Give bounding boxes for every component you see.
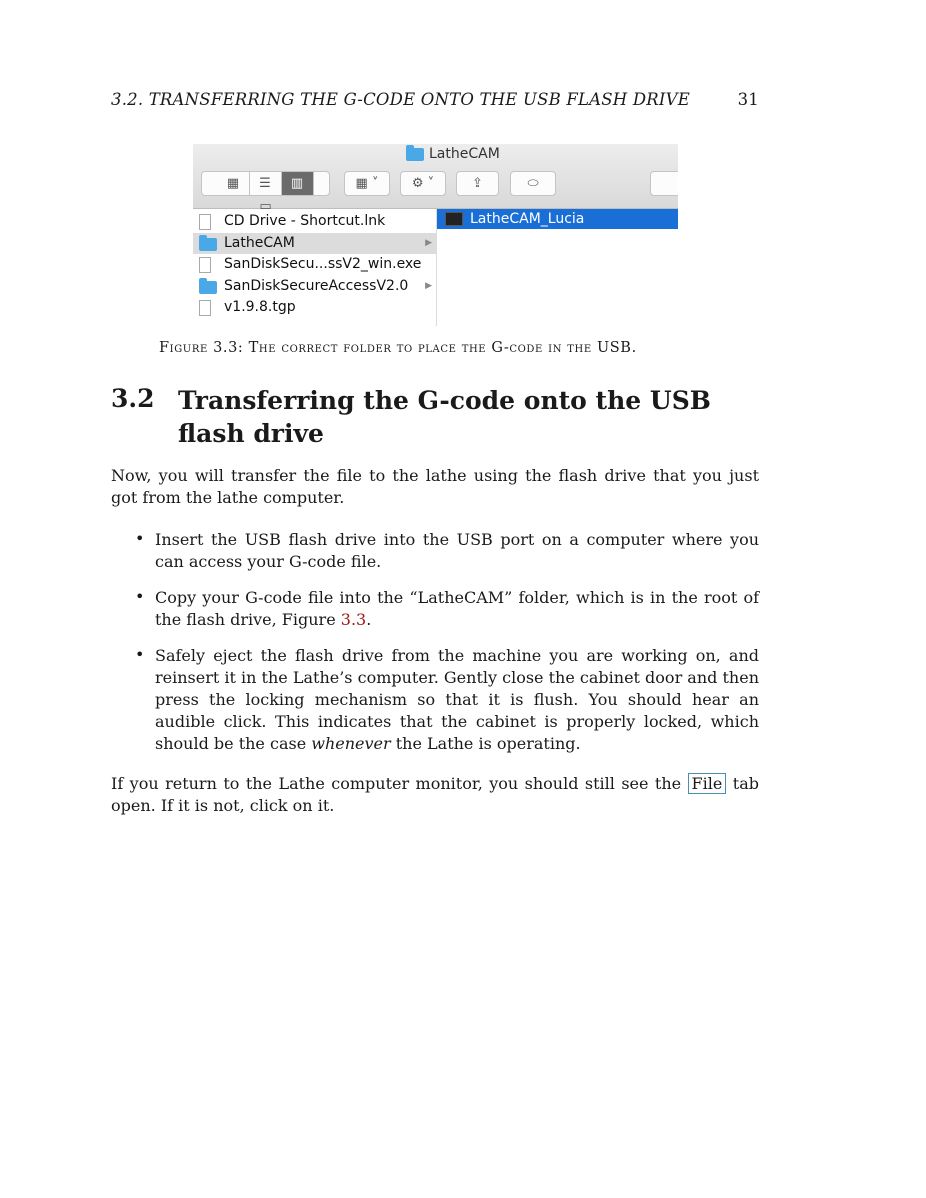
section-number: 3.2 [111,384,155,413]
view-mode-segmented-control[interactable] [201,171,330,214]
tag-button[interactable] [510,171,556,196]
terminal-icon [445,212,463,226]
disclosure-arrow-icon: ▶ [425,281,432,291]
figure-reference-link[interactable]: 3.3 [340,610,367,629]
folder-icon [199,281,217,294]
finder-column-1 [193,209,437,326]
column-view-icon[interactable]: ▥ [282,172,314,195]
document-icon [199,214,211,230]
list-item: Safely eject the flash drive from the machine you are working on, and reinsert it in the Lathe’s computer. Gently close the cabinet door and then press the locking mechanism so that it is flush. You should hear an audible click. This indicates that the cabinet is properly locked, which should be the case whenever the Lathe is operating. [155,646,759,753]
list-item[interactable]: SanDiskSecureAccessV2.0 ▶ [193,276,436,297]
file-tab-label: File [688,773,727,794]
gear-icon: ⚙ ˅ [411,176,435,191]
folder-icon [199,238,217,251]
list-item: Insert the USB flash drive into the USB port on a computer where you can access your G-code file. [155,530,759,571]
list-item[interactable]: CD Drive - Shortcut.lnk [193,211,436,232]
list-item: Copy your G-code file into the “LatheCAM” folder, which is in the root of the flash drive, Figure 3.3. [155,588,759,629]
finder-toolbar [193,144,678,214]
document-icon [199,300,211,316]
grid-view-icon[interactable]: ▦ [218,172,250,195]
disclosure-arrow-icon: ▶ [425,238,432,248]
running-head [111,90,759,114]
finder-window-title: LatheCAM [406,146,500,164]
running-head-title: 3.2. TRANSFERRING THE G-CODE ONTO THE USB FLASH DRIVE [111,90,690,109]
bullet-icon: • [135,529,145,548]
arrange-icon: ▦ ˅ [355,176,379,191]
search-field[interactable] [650,171,678,196]
list-view-icon[interactable]: ☰ [250,172,282,195]
action-button[interactable] [400,171,446,196]
closing-paragraph: If you return to the Lathe computer monitor, you should still see the File tab open. If it is not, click on it. [111,774,760,815]
share-button[interactable] [456,171,499,196]
folder-icon [406,148,424,161]
list-item-selected[interactable]: LatheCAM_Lucia [437,209,678,229]
list-item[interactable]: LatheCAM ▶ [193,233,436,254]
document-icon [199,257,211,273]
share-icon: ⇪ [472,176,483,191]
finder-screenshot [193,144,678,326]
arrange-button[interactable] [344,171,390,196]
gallery-view-icon[interactable]: ▭ [259,199,272,214]
intro-paragraph: Now, you will transfer the file to the lathe using the flash drive that you just got from the lathe computer. [111,466,759,507]
page-number: 31 [737,90,759,109]
figure-caption: Figure 3.3: The correct folder to place the G-code in the USB. [159,340,637,356]
tag-icon: ⬭ [527,176,539,191]
list-item[interactable]: SanDiskSecu...ssV2_win.exe [193,254,436,275]
section-title: Transferring the G-code onto the USB flash drive [178,386,711,448]
list-item[interactable]: v1.9.8.tgp [193,297,436,318]
bullet-icon: • [135,587,145,606]
bullet-icon: • [135,645,145,664]
